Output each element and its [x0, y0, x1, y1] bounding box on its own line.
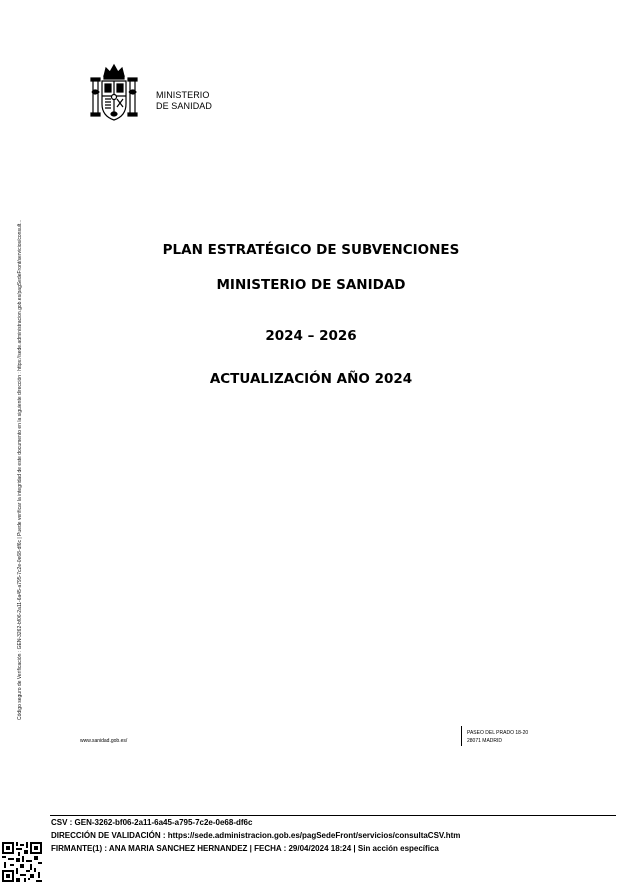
footer-address-line1: PASEO DEL PRADO 18-20: [467, 730, 529, 736]
document-title: PLAN ESTRATÉGICO DE SUBVENCIONES: [162, 242, 460, 258]
document-update-year: ACTUALIZACIÓN AÑO 2024: [209, 371, 413, 387]
footer-address: [467, 729, 528, 745]
spanish-coat-of-arms-icon: [90, 62, 138, 124]
footer-divider: [461, 726, 462, 746]
csv-divider: [50, 815, 616, 816]
ministry-label-line2: DE SANIDAD: [156, 101, 213, 111]
verification-side-note: Código seguro de Verificación : GEN-3262-bf06-2a11-6a45-a795-7c2e-0e68-df6c | Puede verificar la integridad de este documento en la siguiente dirección : https://sede.administracion.gob.es/pagSedeFront/servicios/consult...: [17, 219, 23, 720]
ministry-label: [156, 90, 212, 112]
csv-code: CSV : GEN-3262-bf06-2a11-6a45-a795-7c2e-0e68-df6c: [51, 818, 253, 827]
ministry-label-line1: MINISTERIO: [156, 90, 210, 100]
footer-address-line2: 28071 MADRID: [467, 738, 503, 744]
csv-validation-url: DIRECCIÓN DE VALIDACIÓN : https://sede.administracion.gob.es/pagSedeFront/servicios/consultaCSV.htm: [51, 831, 461, 840]
document-subtitle: MINISTERIO DE SANIDAD: [216, 277, 406, 293]
document-period: 2024 – 2026: [265, 328, 357, 344]
csv-signer: FIRMANTE(1) : ANA MARIA SANCHEZ HERNANDEZ | FECHA : 29/04/2024 18:24 | Sin acción específica: [51, 844, 439, 853]
footer-website: www.sanidad.gob.es/: [80, 738, 128, 744]
qr-code-icon: [2, 842, 42, 882]
